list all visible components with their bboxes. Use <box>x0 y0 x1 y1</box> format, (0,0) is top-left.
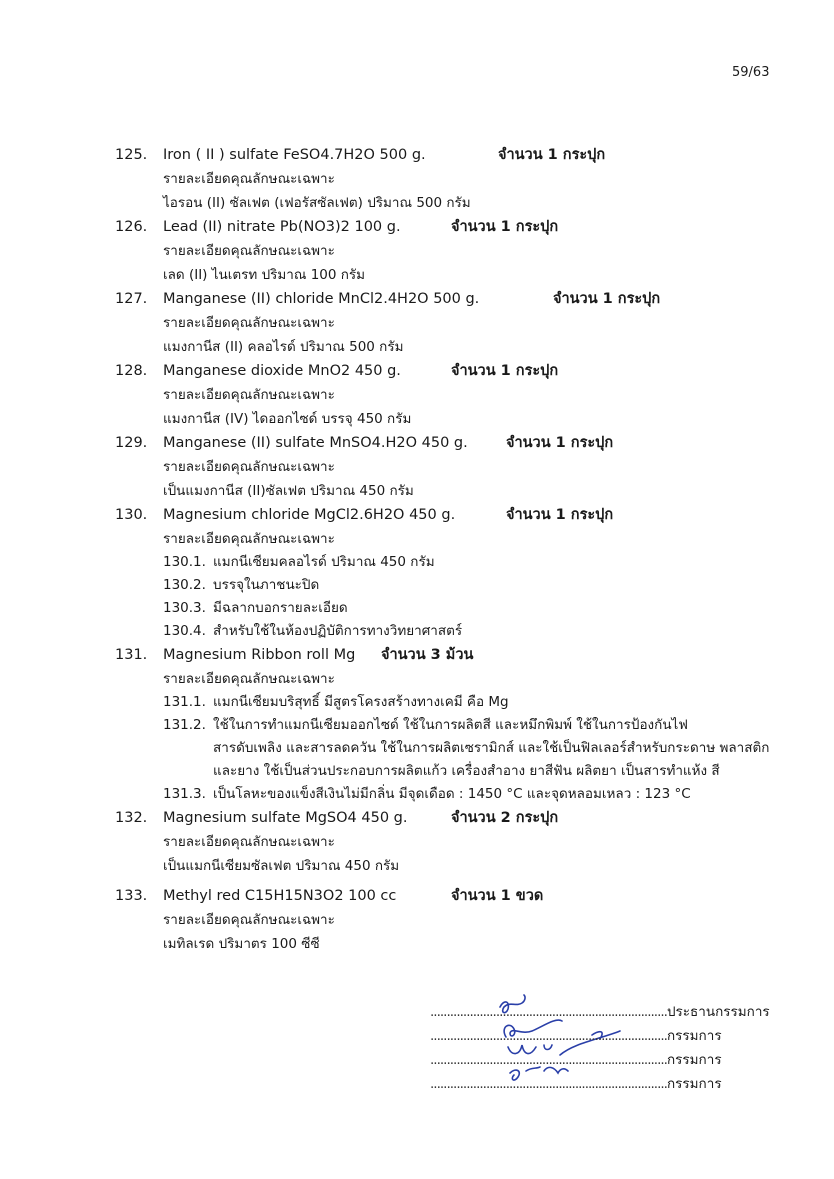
detail-line: แมงกานีส (IV) ไดออกไซด์ บรรจุ 450 กรัม <box>163 411 412 427</box>
committee-role: กรรมการ <box>666 1028 722 1044</box>
detail-label: รายละเอียดคุณลักษณะเฉพาะ <box>163 315 335 331</box>
sub-item-number: 131.1. <box>163 694 206 710</box>
sub-item-text: แมกนีเซียมบริสุทธิ์ มีสูตรโครงสร้างทางเคมี คือ Mg <box>213 694 509 710</box>
committee-signature-block <box>430 1000 790 1096</box>
list-item <box>0 287 834 359</box>
item-number: 127. <box>115 291 148 307</box>
sub-item <box>0 620 834 643</box>
sub-item-text: บรรจุในภาชนะปิด <box>213 577 320 593</box>
sub-item-number: 131.3. <box>163 786 206 802</box>
list-item <box>0 143 834 215</box>
item-quantity: จำนวน 1 กระปุก <box>506 507 614 523</box>
item-number: 132. <box>115 810 148 826</box>
detail-label: รายละเอียดคุณลักษณะเฉพาะ <box>163 459 335 475</box>
sub-item-continuation: และยาง ใช้เป็นส่วนประกอบการผลิตแก้ว เครื่องสำอาง ยาสีฟัน ผลิตยา เป็นสารทำแห้ง สี <box>213 763 720 779</box>
item-name: Methyl red C15H15N3O2 100 cc <box>163 888 397 904</box>
detail-label: รายละเอียดคุณลักษณะเฉพาะ <box>163 834 335 850</box>
signature-row <box>430 1024 790 1048</box>
signature-row <box>430 1048 790 1072</box>
detail-line: เป็นแมงกานีส (II)ซัลเฟต ปริมาณ 450 กรัม <box>163 483 414 499</box>
committee-role: กรรมการ <box>666 1076 722 1092</box>
item-number: 125. <box>115 147 148 163</box>
item-quantity: จำนวน 3 ม้วน <box>381 647 474 663</box>
page-number: 59/63 <box>732 65 770 80</box>
detail-label: รายละเอียดคุณลักษณะเฉพาะ <box>163 387 335 403</box>
item-name: Magnesium Ribbon roll Mg <box>163 647 356 663</box>
sub-item <box>0 551 834 574</box>
detail-line: เป็นแมกนีเซียมซัลเฟต ปริมาณ 450 กรัม <box>163 858 400 874</box>
item-name: Manganese dioxide MnO2 450 g. <box>163 363 401 379</box>
sub-item <box>0 714 834 737</box>
item-quantity: จำนวน 1 กระปุก <box>506 435 614 451</box>
item-number: 131. <box>115 647 148 663</box>
sub-item-number: 130.2. <box>163 577 206 593</box>
signature-line: ........................................................................ <box>430 1028 667 1044</box>
item-quantity: จำนวน 1 กระปุก <box>451 363 559 379</box>
detail-line: เมทิลเรด ปริมาตร 100 ซีซี <box>163 936 320 952</box>
signature-line: ........................................................................ <box>430 1052 667 1068</box>
item-name: Manganese (II) chloride MnCl2.4H2O 500 g. <box>163 291 480 307</box>
item-name: Magnesium chloride MgCl2.6H2O 450 g. <box>163 507 456 523</box>
item-number: 130. <box>115 507 148 523</box>
sub-item <box>0 597 834 620</box>
item-quantity: จำนวน 1 กระปุก <box>498 147 606 163</box>
sub-item-text: สำหรับใช้ในห้องปฏิบัติการทางวิทยาศาสตร์ <box>213 623 463 639</box>
committee-role: ประธานกรรมการ <box>666 1004 770 1020</box>
detail-line: แมงกานีส (II) คลอไรด์ ปริมาณ 500 กรัม <box>163 339 404 355</box>
signature-line: ........................................................................ <box>430 1076 667 1092</box>
item-name: Iron ( II ) sulfate FeSO4.7H2O 500 g. <box>163 147 426 163</box>
signature-row <box>430 1072 790 1096</box>
sub-item-number: 130.3. <box>163 600 206 616</box>
item-quantity: จำนวน 1 ขวด <box>451 888 544 904</box>
list-item <box>0 806 834 878</box>
sub-item-text: มีฉลากบอกรายละเอียด <box>213 600 348 616</box>
sub-item-number: 131.2. <box>163 717 206 733</box>
sub-item-number: 130.1. <box>163 554 206 570</box>
list-item <box>0 643 834 806</box>
item-name: Magnesium sulfate MgSO4 450 g. <box>163 810 408 826</box>
committee-role: กรรมการ <box>666 1052 722 1068</box>
item-list <box>0 143 834 956</box>
list-item <box>0 215 834 287</box>
item-name: Manganese (II) sulfate MnSO4.H2O 450 g. <box>163 435 468 451</box>
detail-line: เลด (II) ไนเตรท ปริมาณ 100 กรัม <box>163 267 366 283</box>
item-name: Lead (II) nitrate Pb(NO3)2 100 g. <box>163 219 401 235</box>
item-number: 128. <box>115 363 148 379</box>
detail-label: รายละเอียดคุณลักษณะเฉพาะ <box>163 671 335 687</box>
item-number: 133. <box>115 888 148 904</box>
detail-label: รายละเอียดคุณลักษณะเฉพาะ <box>163 912 335 928</box>
sub-item-continuation: สารดับเพลิง และสารลดควัน ใช้ในการผลิตเซรามิกส์ และใช้เป็นฟิลเลอร์สำหรับกระดาษ พลาสติก <box>213 740 770 756</box>
sub-item <box>0 691 834 714</box>
item-number: 129. <box>115 435 148 451</box>
list-item <box>0 431 834 503</box>
list-item <box>0 359 834 431</box>
detail-line: ไอรอน (II) ซัลเฟต (เฟอรัสซัลเฟต) ปริมาณ 500 กรัม <box>163 195 471 211</box>
sub-item-text: ใช้ในการทำแมกนีเซียมออกไซด์ ใช้ในการผลิตสี และหมึกพิมพ์ ใช้ในการป้องกันไฟ <box>213 717 688 733</box>
sub-item <box>0 783 834 806</box>
detail-label: รายละเอียดคุณลักษณะเฉพาะ <box>163 171 335 187</box>
detail-label: รายละเอียดคุณลักษณะเฉพาะ <box>163 531 335 547</box>
sub-item-number: 130.4. <box>163 623 206 639</box>
sub-item-text: แมกนีเซียมคลอไรด์ ปริมาณ 450 กรัม <box>213 554 435 570</box>
signature-line: ........................................................................ <box>430 1004 667 1020</box>
list-item <box>0 503 834 643</box>
list-item <box>0 884 834 956</box>
item-quantity: จำนวน 1 กระปุก <box>451 219 559 235</box>
detail-label: รายละเอียดคุณลักษณะเฉพาะ <box>163 243 335 259</box>
sub-item <box>0 574 834 597</box>
item-number: 126. <box>115 219 148 235</box>
item-quantity: จำนวน 2 กระปุก <box>451 810 559 826</box>
sub-item-text: เป็นโลหะของแข็งสีเงินไม่มีกลิ่น มีจุดเดือด : 1450 °C และจุดหลอมเหลว : 123 °C <box>213 786 691 802</box>
item-quantity: จำนวน 1 กระปุก <box>553 291 661 307</box>
signature-row <box>430 1000 790 1024</box>
